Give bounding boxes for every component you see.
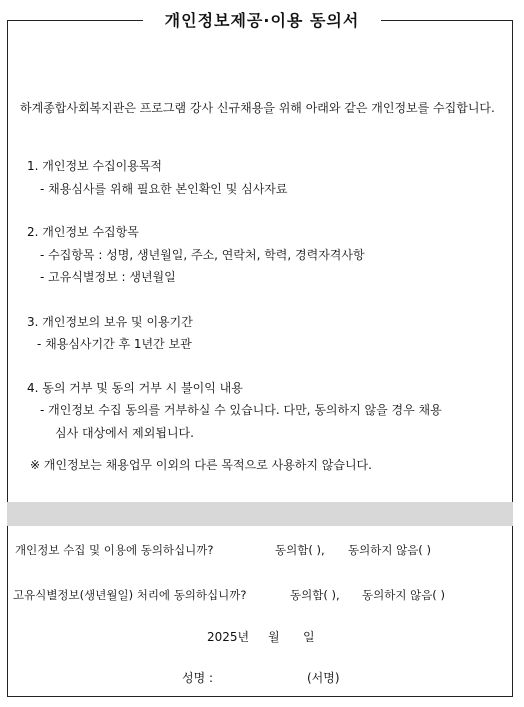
q2-question: 고유식별정보(생년월일) 처리에 동의하십니까? [13,588,247,602]
section-3-heading: 3. 개인정보의 보유 및 이용기간 [27,315,193,329]
date-day: 일 [303,630,315,644]
date-year: 2025년 [207,630,250,644]
signature-sign[interactable]: (서명) [307,671,340,685]
section-3-line-1: - 채용심사기간 후 1년간 보관 [37,337,192,351]
section-2-heading: 2. 개인정보 수집항목 [27,225,139,239]
section-2-line-1: - 수집항목 : 성명, 생년월일, 주소, 연락처, 학력, 경력자격사항 [40,248,365,262]
signature-label: 성명 : [182,671,214,685]
privacy-note: ※ 개인정보는 채용업무 이외의 다른 목적으로 사용하지 않습니다. [30,458,372,472]
title-wrap [0,8,524,34]
divider-band [7,502,513,526]
section-4-line-1: - 개인정보 수집 동의를 거부하실 수 있습니다. 다만, 동의하지 않을 경우 채용 [40,403,442,417]
q2-disagree-option[interactable]: 동의하지 않음( ) [362,588,445,602]
form-title: 개인정보제공·이용 동의서 [143,8,382,34]
section-1-heading: 1. 개인정보 수집이용목적 [27,159,162,173]
section-2-line-2: - 고유식별정보 : 생년월일 [40,270,176,284]
intro-text: 하계종합사회복지관은 프로그램 강사 신규채용을 위해 아래와 같은 개인정보를 수집합니다. [20,101,495,115]
section-1-line-1: - 채용심사를 위해 필요한 본인확인 및 심사자료 [40,182,288,196]
q1-question: 개인정보 수집 및 이용에 동의하십니까? [15,543,214,557]
section-4-line-2: 심사 대상에서 제외됩니다. [55,426,194,440]
q1-disagree-option[interactable]: 동의하지 않음( ) [348,543,431,557]
date-month: 월 [268,630,280,644]
section-4-heading: 4. 동의 거부 및 동의 거부 시 불이익 내용 [27,381,243,395]
q2-agree-option[interactable]: 동의함( ), [290,588,340,602]
q1-agree-option[interactable]: 동의함( ), [275,543,325,557]
